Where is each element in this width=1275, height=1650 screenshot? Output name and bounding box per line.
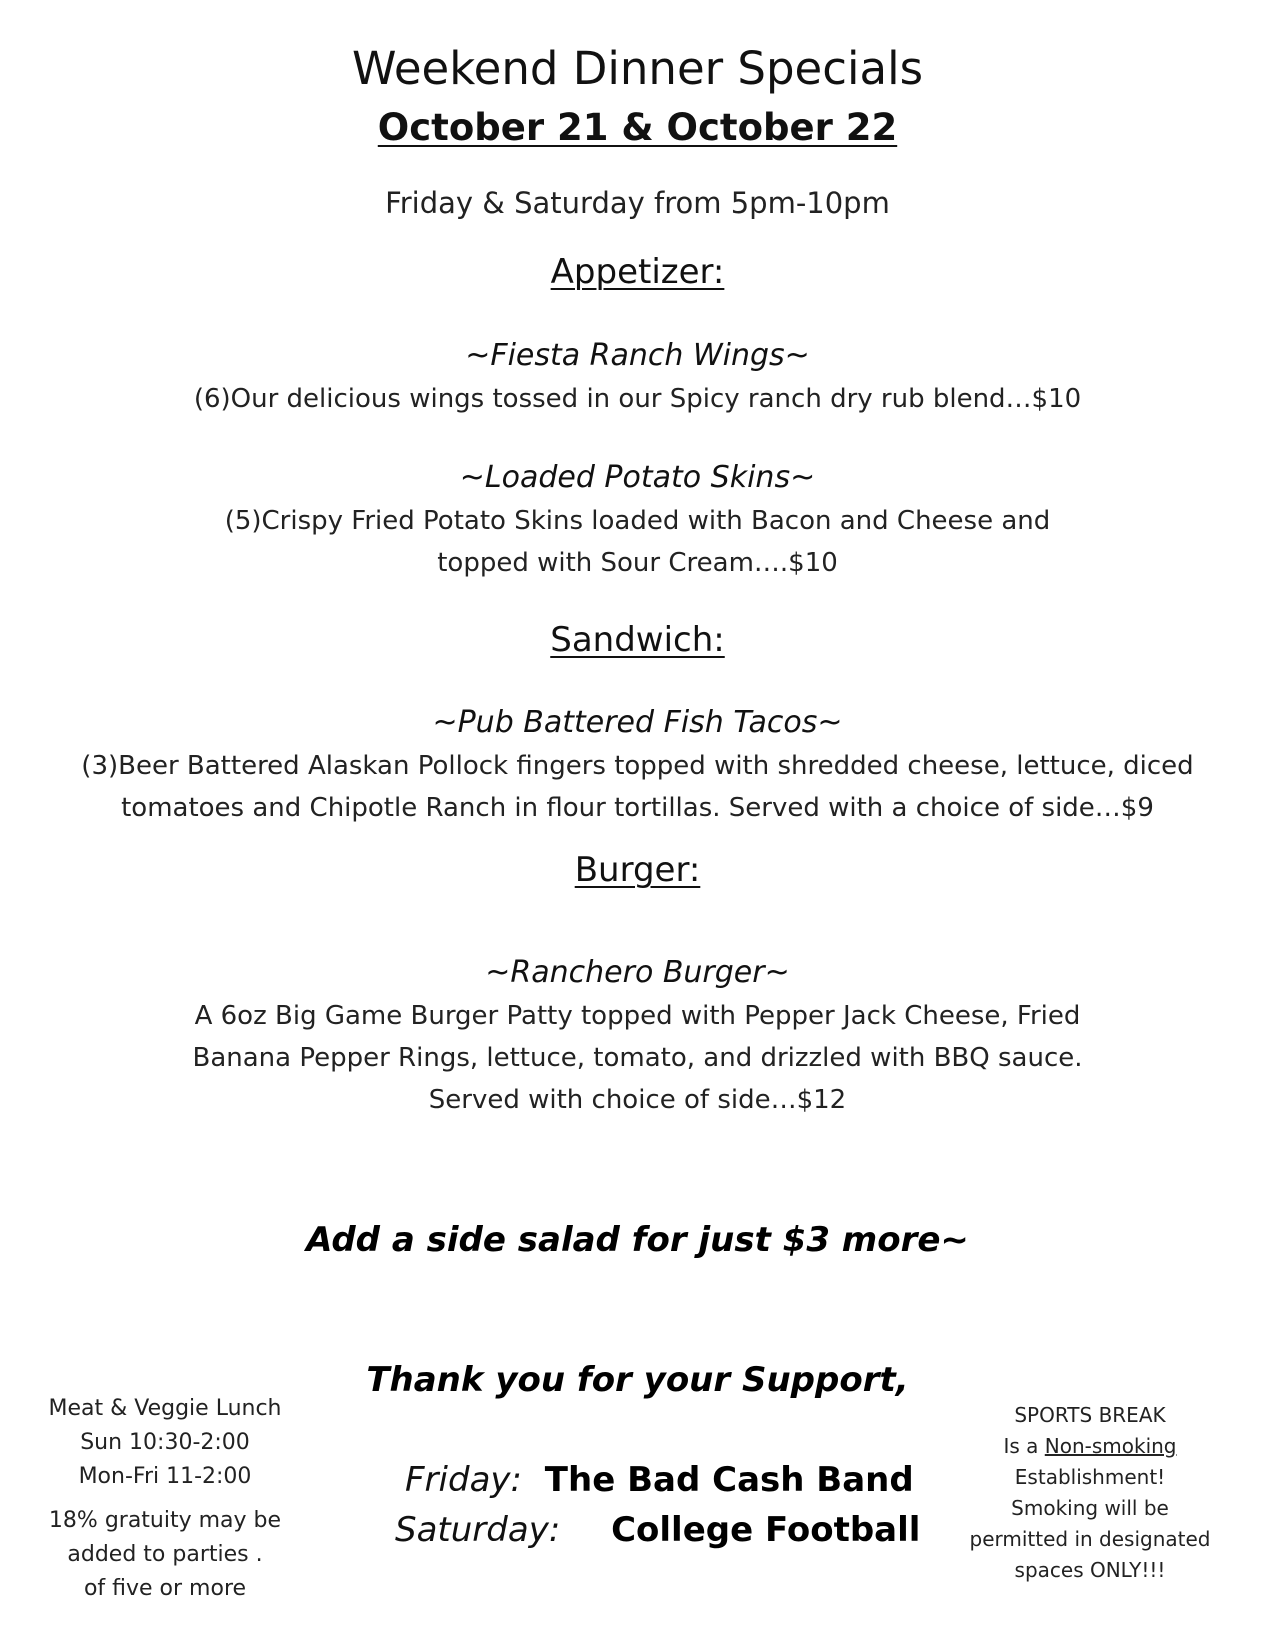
entertainment-day: Saturday:: [395, 1510, 561, 1550]
event-dates: [0, 106, 1275, 149]
entertainment-row-friday: [405, 1460, 914, 1500]
notice-line: Establishment!: [1014, 1465, 1166, 1489]
entertainment-event: The Bad Cash Band: [544, 1460, 914, 1500]
sandwich-heading-text: Sandwich:: [550, 620, 725, 660]
entertainment-row-saturday: [395, 1510, 920, 1550]
smoking-notice: [945, 1400, 1235, 1586]
description-line: Banana Pepper Rings, lettuce, tomato, and drizzled with BBQ sauce.: [192, 1043, 1083, 1073]
menu-item-description: [0, 745, 1275, 829]
notice-line: spaces ONLY!!!: [1014, 1558, 1166, 1582]
sandwich-heading: [0, 620, 1275, 660]
gratuity-line: 18% gratuity may be: [48, 1508, 282, 1533]
description-line: (3)Beer Battered Alaskan Pollock fingers topped with shredded cheese, lettuce, diced: [81, 751, 1194, 781]
service-hours: Friday & Saturday from 5pm-10pm: [385, 186, 890, 220]
description-line: Served with choice of side…$12: [428, 1085, 847, 1115]
notice-line: [945, 1431, 1235, 1462]
menu-item-description: [0, 995, 1275, 1121]
non-smoking-emphasis: Non-smoking: [1044, 1434, 1177, 1458]
description-line: (6)Our delicious wings tossed in our Spicy ranch dry rub blend…$10: [193, 384, 1082, 414]
menu-item-name: ~Fiesta Ranch Wings~: [465, 338, 810, 373]
gratuity-line: added to parties .: [67, 1542, 263, 1567]
event-dates-text: October 21 & October 22: [377, 106, 898, 149]
description-line: (5)Crispy Fried Potato Skins loaded with Bacon and Cheese and: [224, 506, 1051, 536]
lunch-hours-info: [30, 1392, 300, 1494]
description-line: A 6oz Big Game Burger Patty topped with Pepper Jack Cheese, Fried: [194, 1001, 1081, 1031]
menu-item-description: [0, 378, 1275, 420]
menu-item-name: ~Pub Battered Fish Tacos~: [432, 705, 843, 740]
page-title: Weekend Dinner Specials: [351, 42, 924, 95]
side-salad-promo: Add a side salad for just $3 more~: [306, 1220, 969, 1260]
notice-prefix: Is a: [1003, 1434, 1045, 1458]
menu-item-description: [0, 500, 1275, 584]
lunch-info-line: Mon-Fri 11-2:00: [78, 1464, 252, 1489]
menu-item-name: ~Loaded Potato Skins~: [459, 460, 816, 495]
entertainment-event: College Football: [611, 1510, 921, 1550]
menu-item-name: ~Ranchero Burger~: [485, 955, 790, 990]
description-line: tomatoes and Chipotle Ranch in flour tortillas. Served with a choice of side…$9: [121, 793, 1154, 823]
description-line: topped with Sour Cream….$10: [437, 548, 838, 578]
notice-line: Smoking will be: [1011, 1496, 1169, 1520]
burger-heading-text: Burger:: [574, 850, 701, 890]
gratuity-line: of five or more: [83, 1576, 247, 1601]
notice-line: SPORTS BREAK: [1014, 1403, 1166, 1427]
appetizer-heading-text: Appetizer:: [550, 252, 725, 292]
notice-line: permitted in designated: [969, 1527, 1211, 1551]
lunch-info-line: Meat & Veggie Lunch: [48, 1396, 282, 1421]
lunch-info-line: Sun 10:30-2:00: [80, 1430, 250, 1455]
entertainment-day: Friday:: [405, 1460, 522, 1500]
appetizer-heading: [0, 252, 1275, 292]
thank-you-message: Thank you for your Support,: [366, 1360, 909, 1400]
gratuity-notice: [30, 1504, 300, 1606]
burger-heading: [0, 850, 1275, 890]
